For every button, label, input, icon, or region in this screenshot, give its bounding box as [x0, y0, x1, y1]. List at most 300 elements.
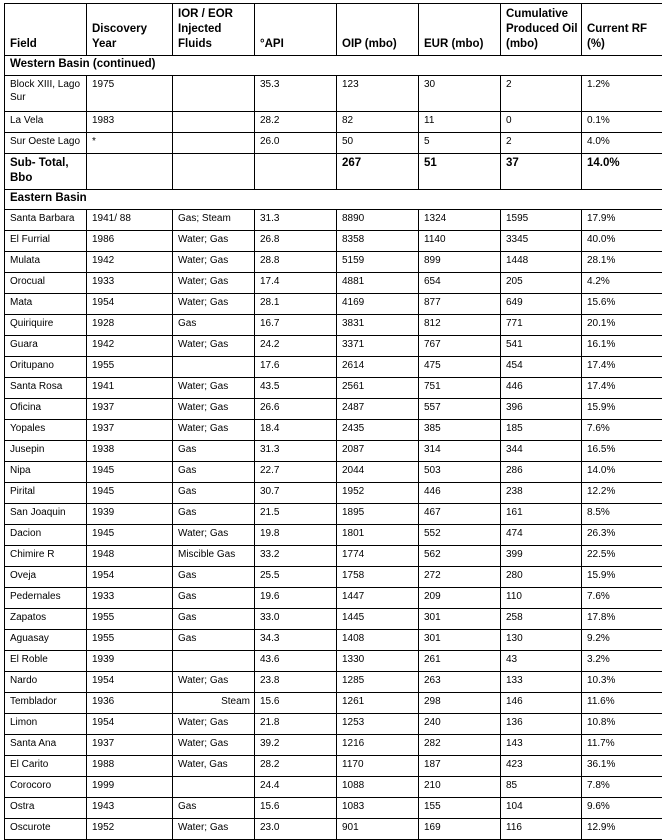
cell-cum-prod: 344: [501, 441, 582, 462]
cell-api: 25.5: [255, 567, 337, 588]
cell-field: Santa Barbara: [5, 210, 87, 231]
cell-field: El Furrial: [5, 231, 87, 252]
table-row: [5, 399, 662, 420]
cell-eur: 209: [419, 588, 501, 609]
cell-injected-fluids: Water; Gas: [173, 252, 255, 273]
cell-discovery-year: 1945: [87, 483, 173, 504]
cell-field: Oveja: [5, 567, 87, 588]
section-eastern-basin: [5, 190, 662, 210]
cell-discovery-year: 1943: [87, 798, 173, 819]
cell-discovery-year: 1999: [87, 777, 173, 798]
cell-oip: 1088: [337, 777, 419, 798]
cell-field: El Carito: [5, 756, 87, 777]
cell-oip: 1445: [337, 609, 419, 630]
subtotal-eur: 51: [419, 154, 501, 190]
cell-injected-fluids: Miscible Gas: [173, 546, 255, 567]
cell-injected-fluids: Steam: [173, 693, 255, 714]
table-row: [5, 294, 662, 315]
cell-cum-prod: 185: [501, 420, 582, 441]
cell-injected-fluids: Gas; Steam: [173, 210, 255, 231]
cell-discovery-year: 1954: [87, 567, 173, 588]
cell-oip: 4169: [337, 294, 419, 315]
cell-oip: 2087: [337, 441, 419, 462]
cell-field: Nipa: [5, 462, 87, 483]
cell-field: Santa Rosa: [5, 378, 87, 399]
cell-rf: 4.2%: [582, 273, 662, 294]
cell-cum-prod: 474: [501, 525, 582, 546]
cell-api: 18.4: [255, 420, 337, 441]
cell-api: 15.6: [255, 798, 337, 819]
cell-discovery-year: 1937: [87, 399, 173, 420]
table-row: [5, 357, 662, 378]
cell-rf: 40.0%: [582, 231, 662, 252]
cell-rf: 11.7%: [582, 735, 662, 756]
cell-eur: 503: [419, 462, 501, 483]
table-row: [5, 525, 662, 546]
cell-api: 33.2: [255, 546, 337, 567]
cell-field: Santa Ana: [5, 735, 87, 756]
cell-field: San Joaquin: [5, 504, 87, 525]
cell-oip: 1261: [337, 693, 419, 714]
cell-oip: 1774: [337, 546, 419, 567]
cell-field: Pedernales: [5, 588, 87, 609]
cell-rf: 36.1%: [582, 756, 662, 777]
cell-eur: 314: [419, 441, 501, 462]
cell-eur: 654: [419, 273, 501, 294]
cell-eur: 11: [419, 112, 501, 133]
cell-oip: 1895: [337, 504, 419, 525]
cell-rf: 9.2%: [582, 630, 662, 651]
header-rf: Current RF (%): [582, 4, 662, 56]
cell-rf: 17.4%: [582, 357, 662, 378]
subtotal-cum-prod: 37: [501, 154, 582, 190]
cell-field: Dacion: [5, 525, 87, 546]
cell-cum-prod: 2: [501, 76, 582, 112]
cell-injected-fluids: Gas: [173, 798, 255, 819]
cell-cum-prod: 116: [501, 819, 582, 840]
cell-rf: 15.6%: [582, 294, 662, 315]
cell-rf: 16.5%: [582, 441, 662, 462]
cell-api: 16.7: [255, 315, 337, 336]
table-row: [5, 133, 662, 154]
section-title: Western Basin (continued): [5, 56, 662, 76]
table-row: [5, 315, 662, 336]
cell-injected-fluids: Water; Gas: [173, 714, 255, 735]
cell-oip: 2044: [337, 462, 419, 483]
cell-cum-prod: 146: [501, 693, 582, 714]
cell-injected-fluids: Water; Gas: [173, 273, 255, 294]
cell-api: 39.2: [255, 735, 337, 756]
cell-eur: 385: [419, 420, 501, 441]
cell-oip: 2561: [337, 378, 419, 399]
cell-rf: 15.9%: [582, 567, 662, 588]
cell-eur: 5: [419, 133, 501, 154]
cell-eur: 467: [419, 504, 501, 525]
cell-cum-prod: 43: [501, 651, 582, 672]
cell-oip: 3371: [337, 336, 419, 357]
table-row: [5, 483, 662, 504]
cell-cum-prod: 396: [501, 399, 582, 420]
cell-cum-prod: 1448: [501, 252, 582, 273]
cell-field: Mulata: [5, 252, 87, 273]
table-row: [5, 672, 662, 693]
cell-oip: 123: [337, 76, 419, 112]
cell-rf: 15.9%: [582, 399, 662, 420]
cell-eur: 557: [419, 399, 501, 420]
cell-eur: 187: [419, 756, 501, 777]
cell-api: 33.0: [255, 609, 337, 630]
subtotal-oip: 267: [337, 154, 419, 190]
cell-oip: 50: [337, 133, 419, 154]
cell-rf: 12.9%: [582, 819, 662, 840]
cell-discovery-year: 1939: [87, 504, 173, 525]
cell-rf: 10.3%: [582, 672, 662, 693]
cell-injected-fluids: Gas: [173, 630, 255, 651]
cell-field: Jusepin: [5, 441, 87, 462]
cell-injected-fluids: Gas: [173, 567, 255, 588]
cell-oip: 4881: [337, 273, 419, 294]
cell-eur: 751: [419, 378, 501, 399]
cell-rf: 9.6%: [582, 798, 662, 819]
cell-eur: 446: [419, 483, 501, 504]
cell-discovery-year: 1988: [87, 756, 173, 777]
cell-api: 26.8: [255, 231, 337, 252]
cell-eur: 767: [419, 336, 501, 357]
cell-rf: 17.8%: [582, 609, 662, 630]
table-row: [5, 420, 662, 441]
cell-api: 28.1: [255, 294, 337, 315]
cell-injected-fluids: Water; Gas: [173, 735, 255, 756]
cell-eur: 562: [419, 546, 501, 567]
cell-cum-prod: 649: [501, 294, 582, 315]
cell-discovery-year: 1955: [87, 357, 173, 378]
cell-empty: [87, 154, 173, 190]
cell-field: Mata: [5, 294, 87, 315]
cell-rf: 22.5%: [582, 546, 662, 567]
table-row: [5, 336, 662, 357]
cell-rf: 1.2%: [582, 76, 662, 112]
cell-injected-fluids: [173, 777, 255, 798]
cell-api: 28.2: [255, 756, 337, 777]
cell-rf: 12.2%: [582, 483, 662, 504]
table-body: [5, 56, 662, 840]
table-row: [5, 210, 662, 231]
cell-injected-fluids: Gas: [173, 483, 255, 504]
cell-api: 26.6: [255, 399, 337, 420]
cell-discovery-year: 1928: [87, 315, 173, 336]
table-row: [5, 777, 662, 798]
cell-eur: 552: [419, 525, 501, 546]
oil-fields-table-container: [4, 3, 662, 840]
cell-cum-prod: 454: [501, 357, 582, 378]
cell-discovery-year: 1955: [87, 609, 173, 630]
cell-eur: 301: [419, 630, 501, 651]
cell-api: 28.8: [255, 252, 337, 273]
cell-oip: 1447: [337, 588, 419, 609]
cell-injected-fluids: [173, 651, 255, 672]
cell-injected-fluids: Water; Gas: [173, 525, 255, 546]
cell-rf: 7.8%: [582, 777, 662, 798]
cell-api: 21.5: [255, 504, 337, 525]
table-row: [5, 546, 662, 567]
cell-rf: 26.3%: [582, 525, 662, 546]
cell-cum-prod: 85: [501, 777, 582, 798]
table-row: [5, 588, 662, 609]
cell-injected-fluids: Water; Gas: [173, 399, 255, 420]
cell-api: 23.0: [255, 819, 337, 840]
cell-eur: 899: [419, 252, 501, 273]
cell-discovery-year: 1952: [87, 819, 173, 840]
cell-api: 35.3: [255, 76, 337, 112]
cell-api: 17.4: [255, 273, 337, 294]
cell-discovery-year: 1983: [87, 112, 173, 133]
cell-discovery-year: 1933: [87, 588, 173, 609]
cell-discovery-year: 1941/ 88: [87, 210, 173, 231]
cell-eur: 877: [419, 294, 501, 315]
cell-eur: 1324: [419, 210, 501, 231]
cell-eur: 475: [419, 357, 501, 378]
cell-discovery-year: 1937: [87, 420, 173, 441]
cell-rf: 17.4%: [582, 378, 662, 399]
cell-rf: 17.9%: [582, 210, 662, 231]
subtotal-label: Sub- Total, Bbo: [5, 154, 87, 190]
header-cum-prod: Cumulative Produced Oil (mbo): [501, 4, 582, 56]
cell-injected-fluids: Gas: [173, 609, 255, 630]
cell-oip: 3831: [337, 315, 419, 336]
cell-injected-fluids: Water; Gas: [173, 294, 255, 315]
cell-cum-prod: 771: [501, 315, 582, 336]
section-title: Eastern Basin: [5, 190, 662, 210]
cell-discovery-year: 1945: [87, 462, 173, 483]
cell-oip: 901: [337, 819, 419, 840]
cell-eur: 282: [419, 735, 501, 756]
cell-discovery-year: 1975: [87, 76, 173, 112]
cell-injected-fluids: Water; Gas: [173, 819, 255, 840]
cell-oip: 1216: [337, 735, 419, 756]
cell-field: Zapatos: [5, 609, 87, 630]
cell-field: La Vela: [5, 112, 87, 133]
cell-oip: 1083: [337, 798, 419, 819]
cell-injected-fluids: Gas: [173, 441, 255, 462]
cell-rf: 28.1%: [582, 252, 662, 273]
cell-field: Chimire R: [5, 546, 87, 567]
cell-field: Oritupano: [5, 357, 87, 378]
cell-discovery-year: 1937: [87, 735, 173, 756]
cell-cum-prod: 286: [501, 462, 582, 483]
header-field: Field: [5, 4, 87, 56]
header-api: °API: [255, 4, 337, 56]
cell-api: 31.3: [255, 210, 337, 231]
cell-oip: 2487: [337, 399, 419, 420]
cell-eur: 263: [419, 672, 501, 693]
cell-injected-fluids: [173, 76, 255, 112]
cell-field: Oscurote: [5, 819, 87, 840]
cell-rf: 8.5%: [582, 504, 662, 525]
table-row: [5, 231, 662, 252]
cell-api: 21.8: [255, 714, 337, 735]
cell-eur: 301: [419, 609, 501, 630]
cell-api: 19.6: [255, 588, 337, 609]
cell-api: 30.7: [255, 483, 337, 504]
cell-eur: 169: [419, 819, 501, 840]
cell-oip: 1758: [337, 567, 419, 588]
table-row: [5, 714, 662, 735]
cell-field: Aguasay: [5, 630, 87, 651]
cell-field: Temblador: [5, 693, 87, 714]
header-row: [5, 4, 662, 56]
cell-eur: 812: [419, 315, 501, 336]
table-row: [5, 819, 662, 840]
cell-cum-prod: 258: [501, 609, 582, 630]
cell-oip: 1952: [337, 483, 419, 504]
cell-injected-fluids: Water, Gas: [173, 756, 255, 777]
cell-injected-fluids: Water; Gas: [173, 336, 255, 357]
cell-injected-fluids: [173, 112, 255, 133]
cell-discovery-year: 1986: [87, 231, 173, 252]
table-row: [5, 609, 662, 630]
cell-oip: 8358: [337, 231, 419, 252]
cell-discovery-year: 1945: [87, 525, 173, 546]
cell-api: 31.3: [255, 441, 337, 462]
table-row: [5, 567, 662, 588]
table-row: [5, 252, 662, 273]
cell-api: 24.2: [255, 336, 337, 357]
table-row: [5, 441, 662, 462]
cell-empty: [255, 154, 337, 190]
subtotal-rf: 14.0%: [582, 154, 662, 190]
cell-api: 28.2: [255, 112, 337, 133]
cell-oip: 82: [337, 112, 419, 133]
cell-cum-prod: 205: [501, 273, 582, 294]
table-row: [5, 651, 662, 672]
cell-discovery-year: 1954: [87, 672, 173, 693]
cell-field: Block XIII, Lago Sur: [5, 76, 87, 112]
cell-rf: 4.0%: [582, 133, 662, 154]
cell-discovery-year: 1933: [87, 273, 173, 294]
cell-cum-prod: 3345: [501, 231, 582, 252]
cell-injected-fluids: Water; Gas: [173, 672, 255, 693]
table-row: [5, 76, 662, 112]
cell-field: Yopales: [5, 420, 87, 441]
subtotal-row: [5, 154, 662, 190]
cell-cum-prod: 110: [501, 588, 582, 609]
cell-eur: 30: [419, 76, 501, 112]
cell-field: El Roble: [5, 651, 87, 672]
cell-api: 26.0: [255, 133, 337, 154]
cell-cum-prod: 1595: [501, 210, 582, 231]
cell-api: 43.6: [255, 651, 337, 672]
cell-oip: 1408: [337, 630, 419, 651]
cell-api: 23.8: [255, 672, 337, 693]
cell-injected-fluids: Gas: [173, 462, 255, 483]
cell-cum-prod: 130: [501, 630, 582, 651]
cell-discovery-year: 1939: [87, 651, 173, 672]
cell-api: 43.5: [255, 378, 337, 399]
cell-eur: 1140: [419, 231, 501, 252]
cell-eur: 240: [419, 714, 501, 735]
cell-discovery-year: 1938: [87, 441, 173, 462]
cell-cum-prod: 161: [501, 504, 582, 525]
cell-rf: 7.6%: [582, 588, 662, 609]
cell-oip: 2435: [337, 420, 419, 441]
cell-injected-fluids: [173, 133, 255, 154]
cell-discovery-year: 1954: [87, 714, 173, 735]
cell-eur: 261: [419, 651, 501, 672]
table-row: [5, 756, 662, 777]
cell-discovery-year: 1948: [87, 546, 173, 567]
cell-discovery-year: 1936: [87, 693, 173, 714]
cell-rf: 7.6%: [582, 420, 662, 441]
cell-cum-prod: 280: [501, 567, 582, 588]
cell-field: Sur Oeste Lago: [5, 133, 87, 154]
cell-injected-fluids: Gas: [173, 588, 255, 609]
cell-api: 24.4: [255, 777, 337, 798]
cell-rf: 20.1%: [582, 315, 662, 336]
cell-rf: 14.0%: [582, 462, 662, 483]
cell-rf: 10.8%: [582, 714, 662, 735]
cell-eur: 298: [419, 693, 501, 714]
cell-field: Guara: [5, 336, 87, 357]
cell-api: 34.3: [255, 630, 337, 651]
cell-oip: 1330: [337, 651, 419, 672]
cell-discovery-year: 1942: [87, 336, 173, 357]
cell-api: 19.8: [255, 525, 337, 546]
cell-oip: 1285: [337, 672, 419, 693]
cell-eur: 155: [419, 798, 501, 819]
cell-discovery-year: 1941: [87, 378, 173, 399]
table-row: [5, 273, 662, 294]
cell-eur: 272: [419, 567, 501, 588]
section-western-basin: [5, 56, 662, 76]
cell-oip: 8890: [337, 210, 419, 231]
table-row: [5, 504, 662, 525]
header-ior-eor: IOR / EOR Injected Fluids: [173, 4, 255, 56]
cell-empty: [173, 154, 255, 190]
cell-cum-prod: 238: [501, 483, 582, 504]
cell-discovery-year: 1942: [87, 252, 173, 273]
cell-discovery-year: *: [87, 133, 173, 154]
cell-rf: 3.2%: [582, 651, 662, 672]
table-row: [5, 693, 662, 714]
cell-cum-prod: 399: [501, 546, 582, 567]
cell-discovery-year: 1954: [87, 294, 173, 315]
cell-cum-prod: 143: [501, 735, 582, 756]
table-row: [5, 462, 662, 483]
cell-field: Limon: [5, 714, 87, 735]
cell-field: Ostra: [5, 798, 87, 819]
header-discovery-year: Discovery Year: [87, 4, 173, 56]
cell-injected-fluids: [173, 357, 255, 378]
table-row: [5, 378, 662, 399]
cell-field: Quiriquire: [5, 315, 87, 336]
table-row: [5, 630, 662, 651]
cell-field: Oficina: [5, 399, 87, 420]
cell-cum-prod: 136: [501, 714, 582, 735]
table-row: [5, 735, 662, 756]
cell-cum-prod: 2: [501, 133, 582, 154]
cell-cum-prod: 104: [501, 798, 582, 819]
cell-cum-prod: 423: [501, 756, 582, 777]
cell-field: Corocoro: [5, 777, 87, 798]
header-oip: OIP (mbo): [337, 4, 419, 56]
oil-fields-table: [4, 3, 662, 840]
cell-api: 22.7: [255, 462, 337, 483]
cell-discovery-year: 1955: [87, 630, 173, 651]
header-eur: EUR (mbo): [419, 4, 501, 56]
cell-cum-prod: 541: [501, 336, 582, 357]
cell-oip: 1253: [337, 714, 419, 735]
cell-field: Pirital: [5, 483, 87, 504]
